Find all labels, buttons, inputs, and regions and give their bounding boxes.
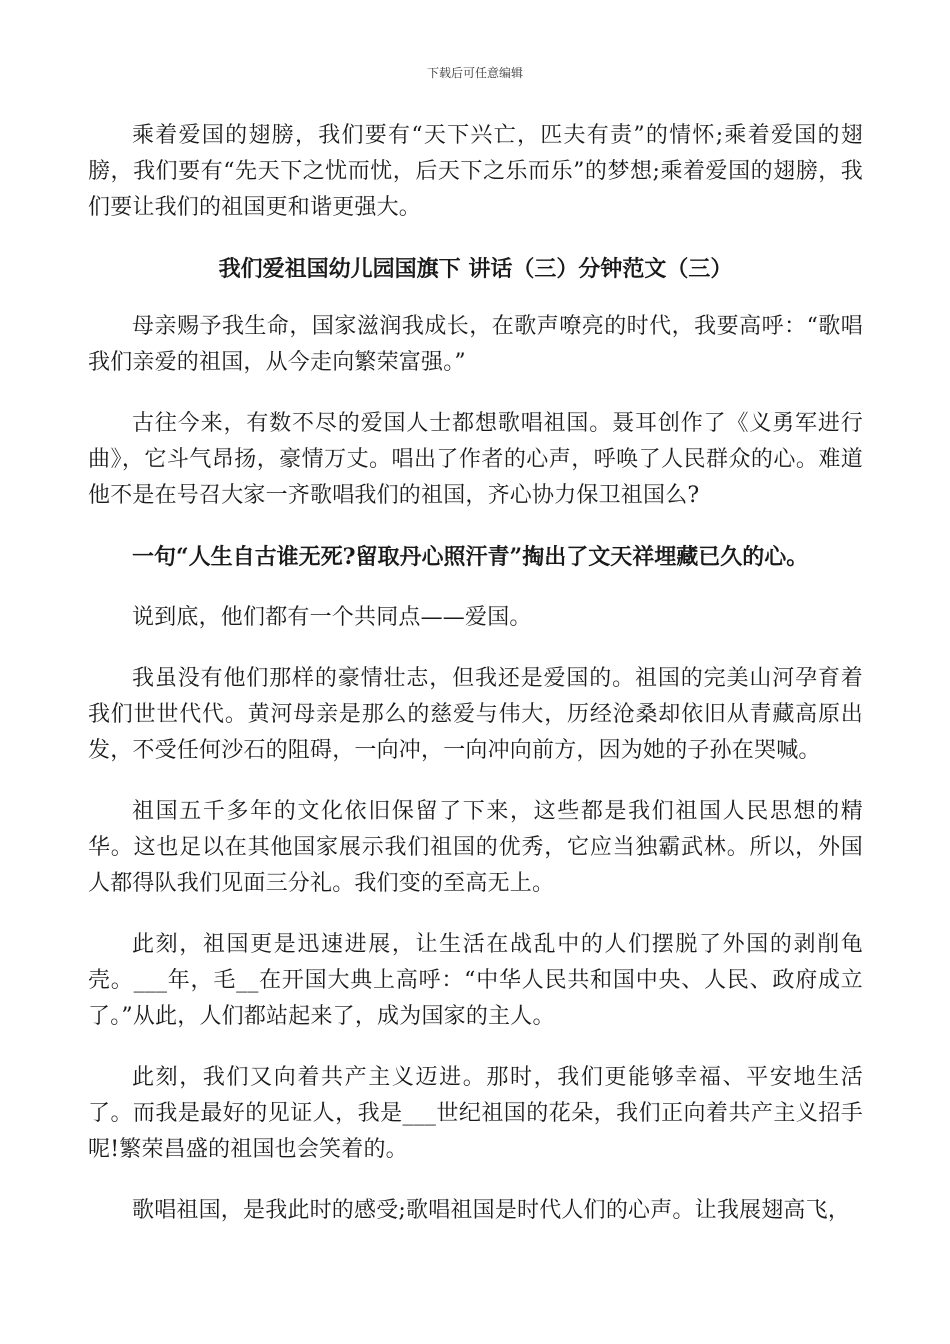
paragraph-2: 母亲赐予我生命，国家滋润我成长，在歌声嘹亮的时代，我要高呼：“歌唱我们亲爱的祖国，从今走向繁荣富强。”	[88, 314, 863, 375]
paragraph-3: 古往今来，有数不尽的爱国人士都想歌唱祖国。聂耳创作了《义勇军进行曲》，它斗气昂扬，豪情万丈。唱出了作者的心声，呼唤了人民群众的心。难道他不是在号召大家一齐歌唱我们的祖国，齐心协力保卫祖国么?	[88, 411, 863, 508]
paragraph-6: 我虽没有他们那样的豪情壮志，但我还是爱国的。祖国的完美山河孕育着我们世世代代。黄河母亲是那么的慈爱与伟大，历经沧桑却依旧从青藏高原出发，不受任何沙石的阻碍，一向冲，一向冲向前方，因为她的子孙在哭喊。	[88, 666, 863, 763]
paragraph-8: 此刻，祖国更是迅速进展，让生活在战乱中的人们摆脱了外国的剥削龟壳。___年，毛__在开国大典上高呼：“中华人民共和国中央、人民、政府成立了。”从此，人们都站起来了，成为国家的主人。	[88, 932, 863, 1029]
paragraph-4-bold: 一句“人生自古谁无死?留取丹心照汗青”掏出了文天祥埋藏已久的心。	[132, 544, 809, 570]
paragraph-9: 此刻，我们又向着共产主义迈进。那时，我们更能够幸福、平安地生活了。而我是最好的见证人，我是___世纪祖国的花朵，我们正向着共产主义招手呢!繁荣昌盛的祖国也会笑着的。	[88, 1065, 863, 1162]
page-header: 下载后可任意编辑	[426, 66, 523, 80]
paragraph-10: 歌唱祖国，是我此时的感受;歌唱祖国是时代人们的心声。让我展翅高飞，	[132, 1198, 851, 1223]
paragraph-7: 祖国五千多年的文化依旧保留了下来，这些都是我们祖国人民思想的精华。这也足以在其他国家展示我们祖国的优秀，它应当独霸武林。所以，外国人都得队我们见面三分礼。我们变的至高无上。	[88, 799, 863, 896]
section-title: 我们爱祖国幼儿园国旗下 讲话（三）分钟范文（三）	[218, 256, 733, 282]
paragraph-1: 乘着爱国的翅膀，我们要有“天下兴亡，匹夫有责”的情怀;乘着爱国的翅膀，我们要有“先天下之忧而忧，后天下之乐而乐”的梦想;乘着爱国的翅膀，我们要让我们的祖国更和谐更强大。	[88, 123, 863, 220]
document-body	[88, 118, 863, 1254]
paragraph-5: 说到底，他们都有一个共同点——爱国。	[132, 605, 532, 630]
